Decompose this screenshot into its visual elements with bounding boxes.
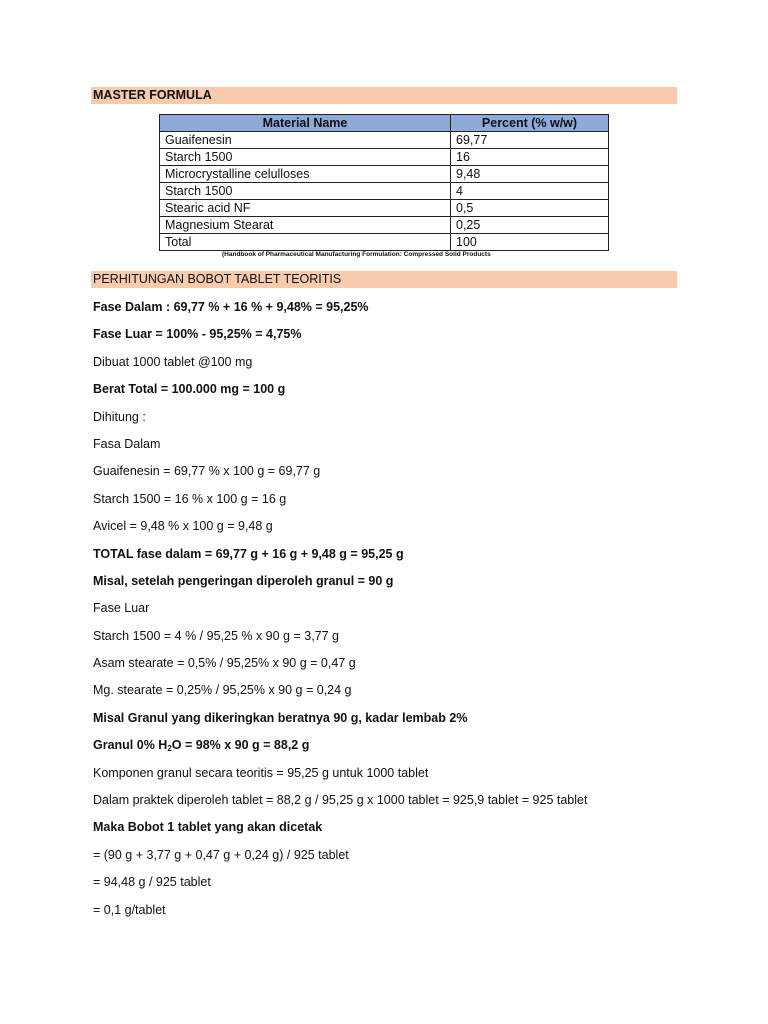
text-line: Dihitung : (93, 409, 146, 424)
text-line: TOTAL fase dalam = 69,77 g + 16 g + 9,48 g = 95,25 g (93, 546, 404, 561)
text-line: = 94,48 g / 925 tablet (93, 875, 211, 890)
material-cell: Microcrystalline celulloses (160, 166, 451, 183)
material-cell: Total (160, 234, 451, 251)
text-line: Maka Bobot 1 tablet yang akan dicetak (93, 820, 323, 835)
text-line: = 0,1 g/tablet (93, 902, 166, 917)
table-row (160, 166, 609, 183)
text-line: Avicel = 9,48 % x 100 g = 9,48 g (93, 519, 273, 534)
percent-cell: 69,77 (451, 132, 609, 149)
text-line: Starch 1500 = 16 % x 100 g = 16 g (93, 491, 287, 506)
granul-suffix: O = 98% x 90 g = 88,2 g (171, 738, 310, 753)
percent-cell: 4 (451, 183, 609, 200)
material-cell: Starch 1500 (160, 149, 451, 166)
table-row (160, 132, 609, 149)
percent-cell: 16 (451, 149, 609, 166)
text-line: Misal Granul yang dikeringkan beratnya 90 g, kadar lembab 2% (93, 710, 468, 725)
percent-cell: 0,5 (451, 200, 609, 217)
percent-cell: 9,48 (451, 166, 609, 183)
column-header-material: Material Name (160, 115, 451, 132)
text-line: Guaifenesin = 69,77 % x 100 g = 69,77 g (93, 464, 321, 479)
material-cell: Stearic acid NF (160, 200, 451, 217)
text-line: Starch 1500 = 4 % / 95,25 % x 90 g = 3,77 g (93, 628, 340, 643)
percent-cell: 100 (451, 234, 609, 251)
table-header-row (160, 115, 609, 132)
section-title-master-formula: MASTER FORMULA (91, 87, 677, 104)
calculation-text (93, 298, 693, 928)
text-line: Misal, setelah pengeringan diperoleh granul = 90 g (93, 573, 394, 588)
text-line: Asam stearate = 0,5% / 95,25% x 90 g = 0,47 g (93, 656, 356, 671)
text-line: Fase Dalam : 69,77 % + 16 % + 9,48% = 95,25% (93, 300, 369, 314)
text-line: = (90 g + 3,77 g + 0,47 g + 0,24 g) / 925 tablet (93, 847, 349, 862)
text-line: Fasa Dalam (93, 436, 161, 451)
granul-prefix: Granul 0% H (93, 738, 168, 753)
granul-water-line (93, 736, 693, 763)
table-source-citation: (Handbook of Pharmaceutical Manufacturing Formulation: Compressed Solid Products (222, 251, 491, 258)
text-line: Fase Luar (93, 601, 150, 616)
table-row (160, 149, 609, 166)
table-row (160, 234, 609, 251)
text-line: Komponen granul secara teoritis = 95,25 g untuk 1000 tablet (93, 765, 429, 780)
text-line: Dalam praktek diperoleh tablet = 88,2 g / 95,25 g x 1000 tablet = 925,9 tablet = 925 tablet (93, 793, 588, 808)
table-row (160, 217, 609, 234)
text-line: Fase Luar = 100% - 95,25% = 4,75% (93, 327, 302, 342)
text-line: Mg. stearate = 0,25% / 95,25% x 90 g = 0,24 g (93, 683, 352, 698)
text-line: Dibuat 1000 tablet @100 mg (93, 354, 253, 369)
material-cell: Starch 1500 (160, 183, 451, 200)
table-row (160, 183, 609, 200)
master-formula-table (159, 114, 609, 251)
granul-subscript: 2 (167, 744, 172, 754)
section-title-calculation: PERHITUNGAN BOBOT TABLET TEORITIS (91, 271, 677, 288)
column-header-percent: Percent (% w/w) (451, 115, 609, 132)
material-cell: Guaifenesin (160, 132, 451, 149)
table-row (160, 200, 609, 217)
text-line: Berat Total = 100.000 mg = 100 g (93, 382, 286, 397)
material-cell: Magnesium Stearat (160, 217, 451, 234)
percent-cell: 0,25 (451, 217, 609, 234)
